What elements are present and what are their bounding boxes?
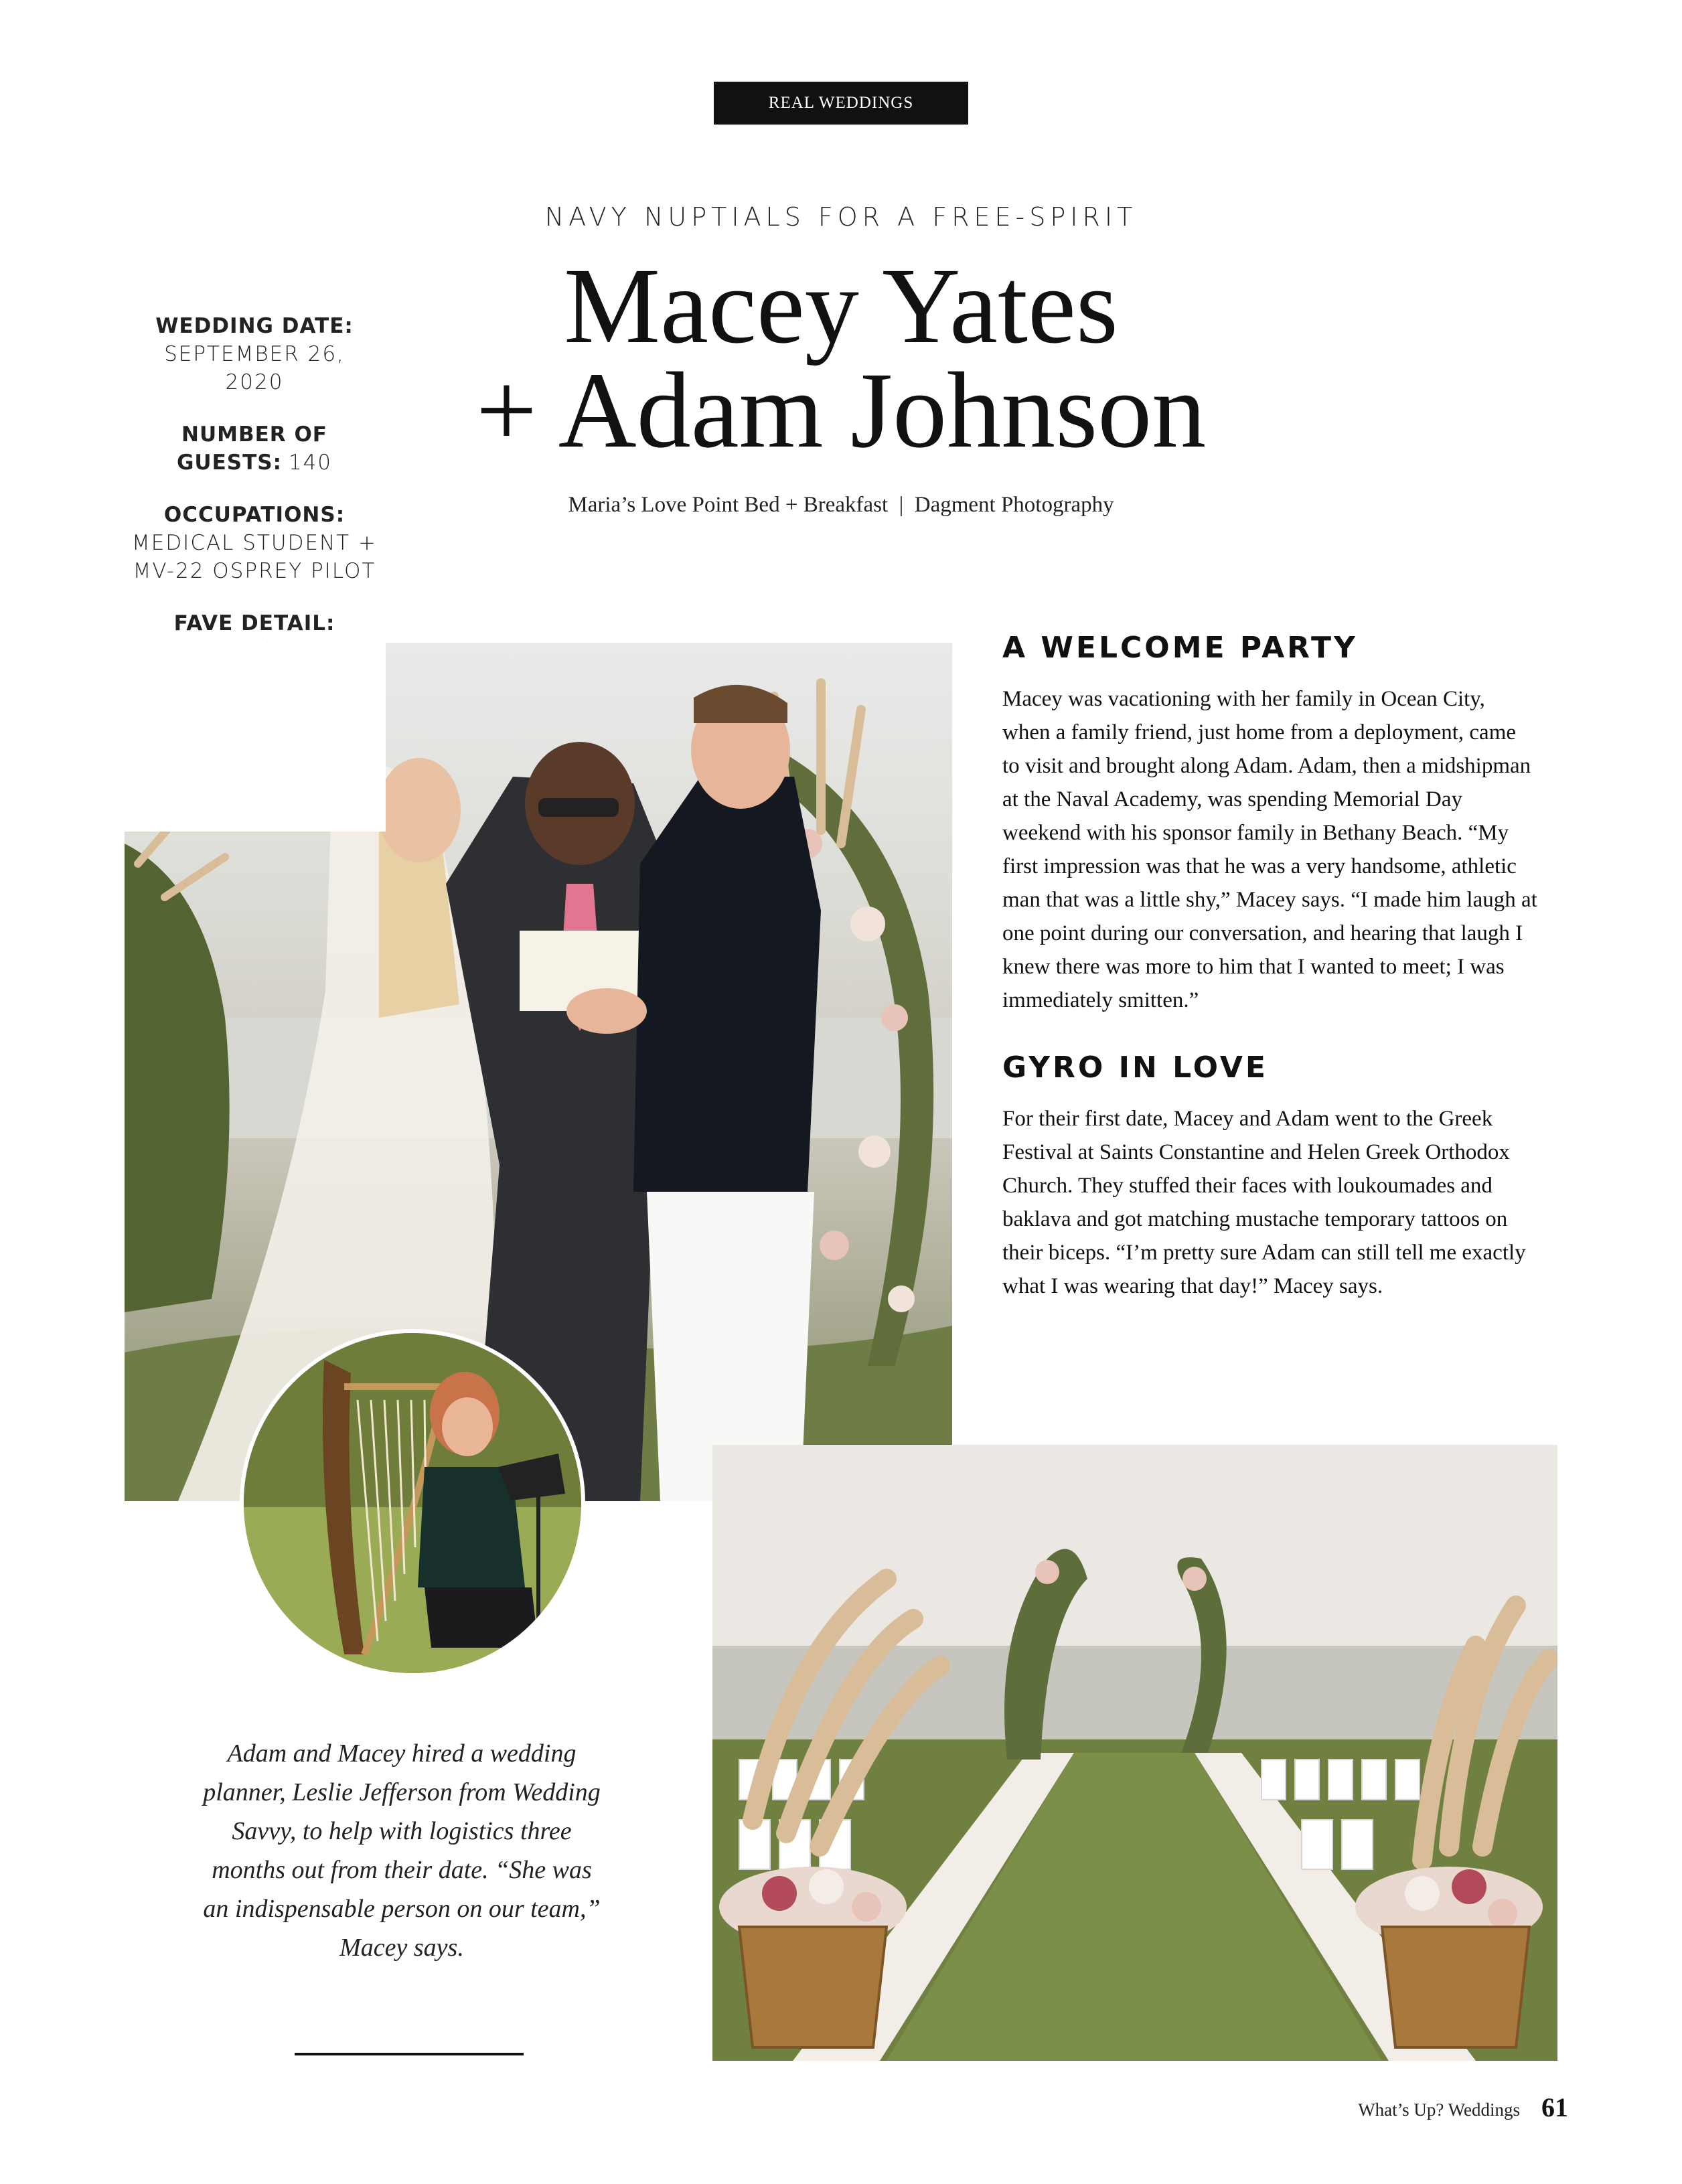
fact-value: 140	[288, 451, 333, 475]
section-tag	[714, 82, 968, 125]
fact-label: WEDDING DATE:	[155, 314, 354, 338]
section-tag-label: REAL WEDDINGS	[768, 94, 914, 112]
section-heading-welcome-party: A WELCOME PARTY	[1002, 631, 1358, 665]
article-body	[1002, 631, 1538, 1303]
fact-label: NUMBER OF GUESTS:	[176, 422, 327, 475]
page-number: 61	[1541, 2092, 1568, 2122]
pull-quote: Adam and Macey hired a wedding planner, Leslie Jefferson from Wedding Savvy, to help with logistics three months out from their date. “She was an indispensable person on our team,” Macey says.	[203, 1739, 601, 1962]
fact-label: FAVE DETAIL:	[173, 611, 335, 635]
section-body-welcome-party: Macey was vacationing with her family in Ocean City, when a family friend, just home from a deployment, came to visit and brought along Adam. Adam, then a midshipman at the Naval Academy, was spending Memorial Day weekend with his sponsor family in Bethany Beach. “My first impression was that he was a very handsome, athletic man that was a little shy,” Macey says. “I made him laugh at one point during our conversation, and hearing that laugh I knew there was more to him that I wanted to meet; I was immediately smitten.”	[1002, 687, 1537, 1012]
article-title-line2: + Adam Johnson	[475, 351, 1207, 471]
pull-quote-rule	[295, 2053, 524, 2055]
fact-guests	[124, 420, 385, 477]
aisle-photo	[712, 1445, 1557, 2061]
footer-publication: What’s Up? Weddings	[1358, 2100, 1520, 2120]
fact-label: OCCUPATIONS:	[163, 503, 346, 527]
fact-wedding-date	[124, 312, 385, 396]
fact-guests-line	[124, 420, 385, 477]
photo-notch	[125, 643, 386, 832]
section-body-gyro-in-love: For their first date, Macey and Adam went to the Greek Festival at Saints Constantine and Helen Greek Orthodox Church. They stuffed their faces with loukoumades and baklava and got matching mustache temporary tattoos on their biceps. “I’m pretty sure Adam can still tell me exactly what I was wearing that day!” Macey says.	[1002, 1107, 1526, 1298]
aisle-photo-art	[712, 1445, 1557, 2061]
fact-value: MEDICAL STUDENT + MV-22 OSPREY PILOT	[131, 531, 378, 583]
fact-value: SEPTEMBER 26, 2020	[164, 342, 345, 394]
fact-occupations	[124, 501, 385, 585]
article-title-line1: Macey Yates	[564, 246, 1118, 366]
harpist-photo-art	[244, 1333, 581, 1673]
section-heading-gyro-in-love: GYRO IN LOVE	[1002, 1050, 1268, 1085]
harpist-photo	[240, 1329, 585, 1677]
photo-credits: Maria’s Love Point Bed + Breakfast | Dagment Photography	[568, 493, 1114, 517]
article-kicker: NAVY NUPTIALS FOR A FREE-SPIRIT	[544, 202, 1138, 232]
